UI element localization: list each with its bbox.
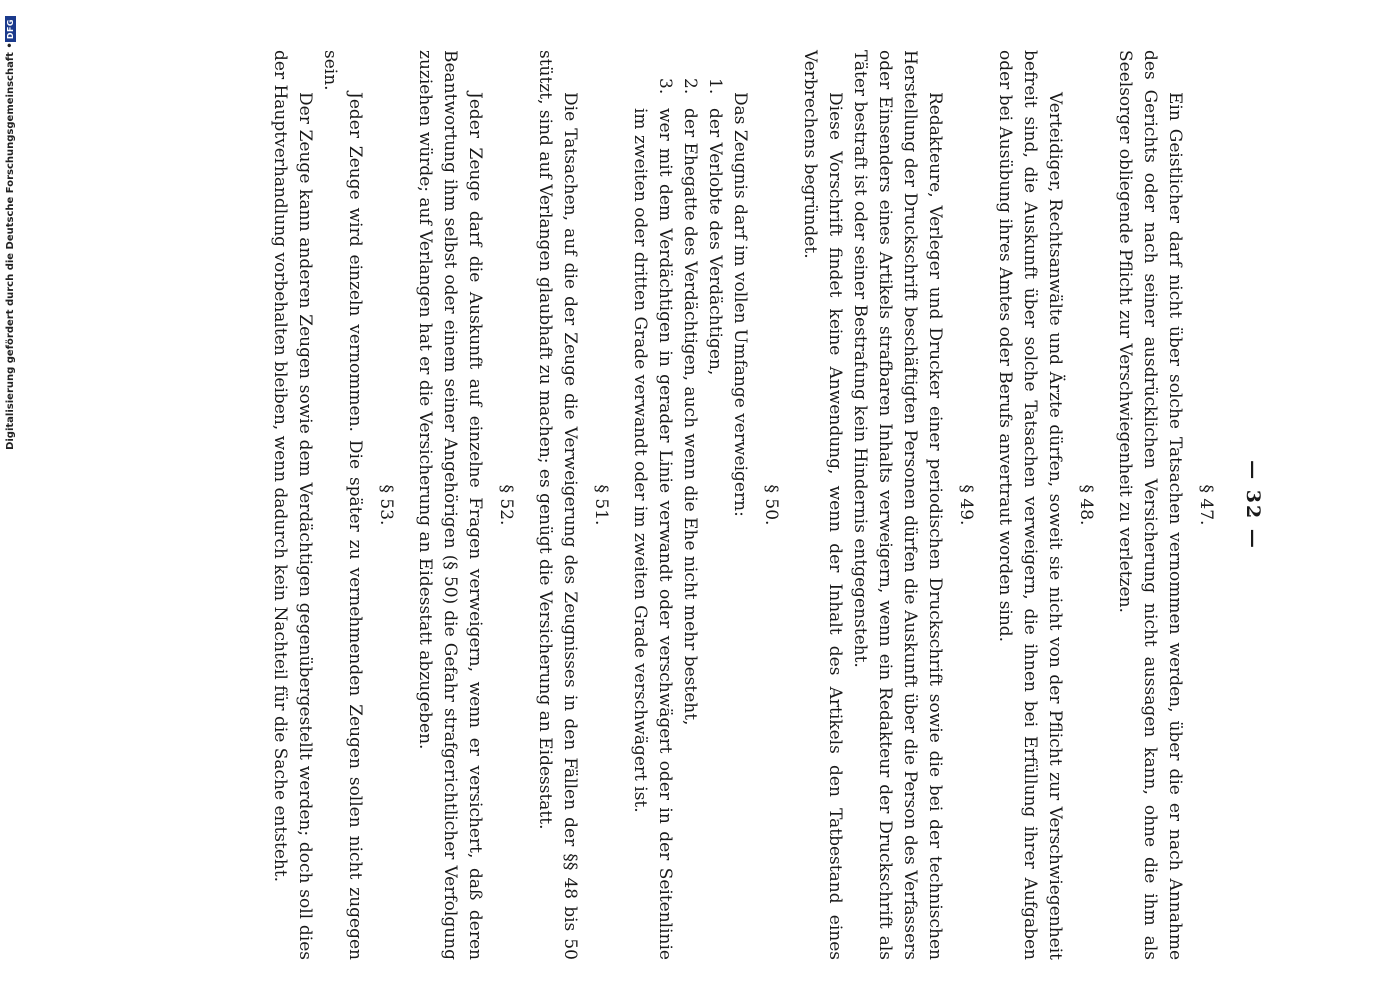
section-paragraph: Der Zeuge kann anderen Zeugen sowie dem Verdächtigen gegenübergestellt werden; doch soll dies der Hauptverhandlung vorbehalten bleiben, wenn dadurch kein Nachteil für die Sache entsteht. [270, 50, 315, 960]
vertical-attribution [0, 0, 20, 1000]
section-heading: § 49. [956, 484, 976, 526]
section-paragraph: Jeder Zeuge wird einzeln vernommen. Die später zu vernehmenden Zeugen sollen nicht zugegen sein. [320, 50, 365, 960]
list-item-text: wer mit dem Verdächtigen in gerader Linie verwandt oder verschwägert oder in der Seitenlinie im zweiten oder dritten Grade verwandt oder im zweiten Grade verschwägert ist. [630, 108, 675, 960]
list-item-number: 1. [705, 78, 725, 95]
document-text-block [135, 50, 1265, 960]
section-paragraph: Diese Vorschrift findet keine Anwendung, wenn der Inhalt des Artikels den Tatbestand eines Verbrechens begründet. [800, 50, 845, 960]
list-item [627, 78, 677, 960]
section-heading: § 53. [376, 484, 396, 526]
section-53 [267, 50, 398, 960]
section-paragraph: Jeder Zeuge darf die Auskunft auf einzelne Fragen verweigern, wenn er versichert, daß deren Beantwortung ihm selbst oder einem seiner Angehörigen (§ 50) die Gefahr strafgerichtlicher Verfolgung zuziehen würde; auf Verlangen hat er die Versicherung an Eidesstatt abzugeben. [415, 50, 485, 960]
document-page [135, 50, 1265, 960]
list-item-number: 3. [655, 78, 675, 95]
list-item [677, 78, 702, 960]
section-heading: § 47. [1196, 484, 1216, 526]
section-51 [532, 50, 613, 960]
section-heading: § 48. [1076, 484, 1096, 526]
dfg-logo: DFG [5, 16, 16, 42]
section-52 [412, 50, 518, 960]
section-heading: § 50. [761, 484, 781, 526]
list-item-text: der Ehegatte des Verdächtigen, auch wenn die Ehe nicht mehr besteht, [680, 108, 700, 726]
section-heading: § 51. [591, 484, 611, 526]
list-item [702, 78, 727, 960]
list-item-number: 2. [680, 78, 700, 95]
section-47 [1112, 50, 1218, 960]
section-49 [797, 50, 978, 960]
enumerated-list [627, 50, 727, 960]
section-paragraph: Ein Geistlicher darf nicht über solche Tatsachen vernommen werden, über die er nach Annahme des Gerichts oder nach seiner ausdrücklichen Versicherung nicht aussagen kann, ohne die ihm als Seelsorger obliegende Pflicht zur Verschwiegenheit zu verletzen. [1115, 50, 1185, 960]
section-50 [627, 50, 783, 960]
page-number: — 32 — [1242, 460, 1264, 550]
section-48 [992, 50, 1098, 960]
list-item-text: der Verlobte des Verdächtigen, [705, 108, 725, 376]
section-paragraph: Verteidiger, Rechtsanwälte und Ärzte dürfen, soweit sie nicht von der Pflicht zur Verschwiegenheit befreit sind, die Auskunft über solche Tatsachen verweigern, die ihnen bei Erfüllung ihrer Aufgaben oder bei Ausübung ihres Amtes oder Berufs anvertraut worden sind. [995, 50, 1065, 960]
attribution-text: Digitalisierung gefördert durch die Deutsche Forschungsgemeinschaft • [4, 42, 16, 450]
section-paragraph: Redakteure, Verleger und Drucker einer periodischen Druckschrift sowie die bei der technischen Herstellung der Druckschrift beschäftigten Personen dürfen die Auskunft über die Person des Verfassers oder Einsenders eines Artikels strafbaren Inhalts verweigern, wenn ein Redakteur der Druckschrift als Täter bestraft ist oder seiner Bestrafung kein Hindernis entgegensteht. [850, 50, 945, 960]
section-paragraph: Die Tatsachen, auf die der Zeuge die Verweigerung des Zeugnisses in den Fällen der §§ 48 bis 50 stützt, sind auf Verlangen glaubhaft zu machen; es genügt die Versicherung an Eidesstatt. [535, 50, 580, 960]
section-heading: § 52. [496, 484, 516, 526]
section-intro: Das Zeugnis darf im vollen Umfange verweigern: [730, 92, 750, 517]
